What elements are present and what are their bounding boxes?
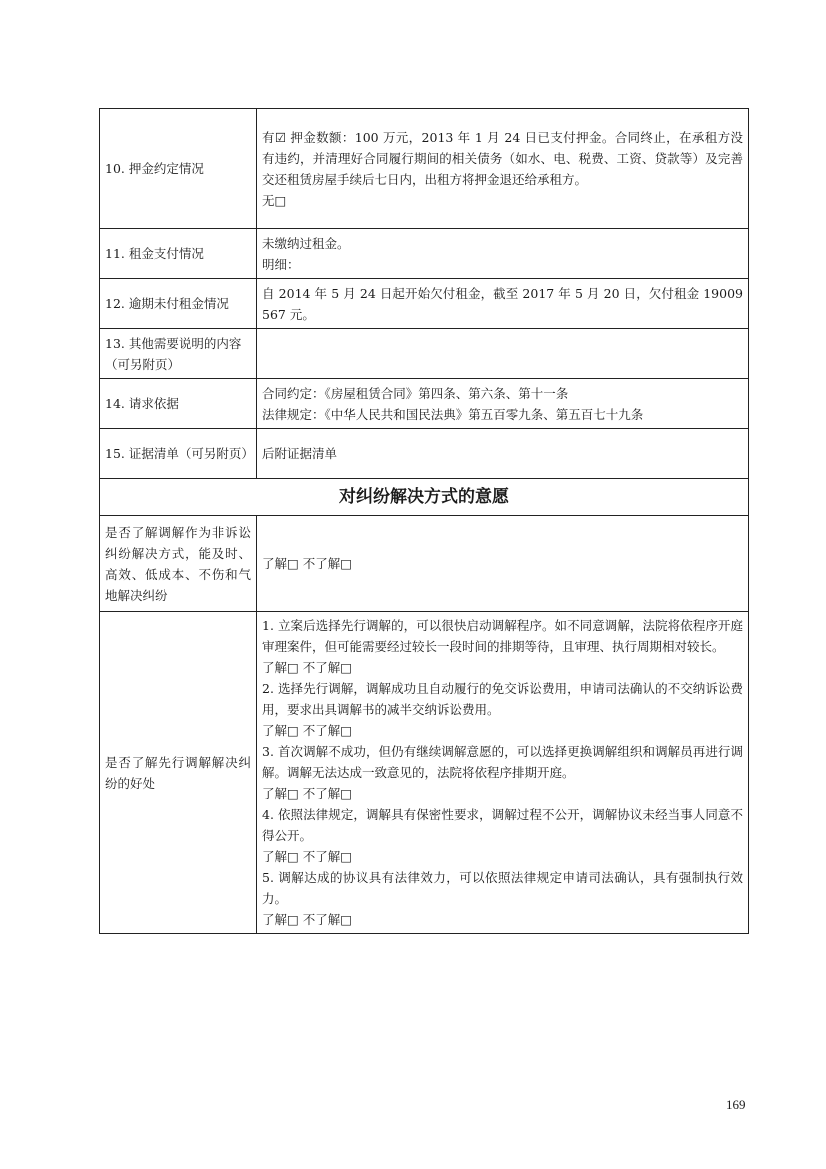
content-line: 明细： <box>262 256 300 272</box>
row-label: 15. 证据清单（可另附页） <box>100 429 257 479</box>
row-legal-basis <box>100 379 749 429</box>
row-mediation-awareness <box>100 516 749 612</box>
row-content <box>257 229 749 279</box>
row-label: 11. 租金支付情况 <box>100 229 257 279</box>
row-content <box>257 279 749 329</box>
benefit-item: 1. 立案后选择先行调解的，可以很快启动调解程序。如不同意调解，法院将依程序开庭审理案件，但可能需要经过较长一段时间的排期等待，且审理、执行周期相对较长。 <box>262 618 743 654</box>
row-label <box>100 612 257 934</box>
checkbox-line: 了解□ 不了解□ <box>262 723 353 738</box>
content-line: 未缴纳过租金。 <box>262 235 350 251</box>
page-number: 169 <box>726 1097 746 1112</box>
row-content <box>257 612 749 934</box>
row-rent-payment <box>100 229 749 279</box>
row-deposit <box>100 109 749 229</box>
content-line: 后附证据清单 <box>262 446 338 461</box>
row-evidence-list <box>100 429 749 479</box>
benefit-item: 3. 首次调解不成功，但仍有继续调解意愿的，可以选择更换调解组织和调解员再进行调解。调解无法达成一致意见的，法院将依程序排期开庭。 <box>262 744 743 780</box>
checkbox-line: 了解□ 不了解□ <box>262 912 353 927</box>
checkbox-line: 了解□ 不了解□ <box>262 849 353 864</box>
row-overdue-rent <box>100 279 749 329</box>
row-label: 13. 其他需要说明的内容（可另附页） <box>100 329 257 379</box>
row-label: 10. 押金约定情况 <box>100 109 257 229</box>
row-content <box>257 329 749 379</box>
content-line: 自 2014 年 5 月 24 日起开始欠付租金，截至 2017 年 5 月 20 日，欠付租金 19009567 元。 <box>262 285 743 322</box>
row-label: 12. 逾期未付租金情况 <box>100 279 257 329</box>
row-other-notes <box>100 329 749 379</box>
section-title: 对纠纷解决方式的意愿 <box>100 479 749 516</box>
content-line: 法律规定：《中华人民共和国民法典》第五百零九条、第五百七十九条 <box>262 406 644 422</box>
row-content <box>257 379 749 429</box>
row-label <box>100 516 257 612</box>
content-line: 无□ <box>262 192 287 208</box>
complaint-form-table <box>99 108 749 934</box>
row-label: 14. 请求依据 <box>100 379 257 429</box>
row-mediation-benefits <box>100 612 749 934</box>
benefit-item: 5. 调解达成的协议具有法律效力，可以依照法律规定申请司法确认，具有强制执行效力。 <box>262 870 743 906</box>
row-label-text: 是否了解先行调解解决纠纷的好处 <box>105 754 251 791</box>
row-content <box>257 429 749 479</box>
row-content <box>257 516 749 612</box>
content-line: 合同约定：《房屋租赁合同》第四条、第六条、第十一条 <box>262 385 569 401</box>
checkbox-line: 了解□ 不了解□ <box>262 786 353 801</box>
content-line: 有☑ 押金数额：100 万元，2013 年 1 月 24 日已支付押金。合同终止，在承租方没有违约，并清理好合同履行期间的相关债务（如水、电、税费、工资、贷款等）及完善交还租赁房屋手续后七日内，出租方将押金退还给承租方。 <box>262 129 743 187</box>
row-content <box>257 109 749 229</box>
checkbox-line: 了解□ 不了解□ <box>262 660 353 675</box>
checkbox-line: 了解□ 不了解□ <box>262 556 353 571</box>
benefit-item: 4. 依照法律规定，调解具有保密性要求，调解过程不公开，调解协议未经当事人同意不得公开。 <box>262 807 743 843</box>
row-label-text: 是否了解调解作为非诉讼纠纷解决方式，能及时、高效、低成本、不伤和气地解决纠纷 <box>105 524 251 603</box>
section-header-row <box>100 479 749 516</box>
benefit-item: 2. 选择先行调解，调解成功且自动履行的免交诉讼费用，申请司法确认的不交纳诉讼费用，要求出具调解书的减半交纳诉讼费用。 <box>262 681 743 717</box>
